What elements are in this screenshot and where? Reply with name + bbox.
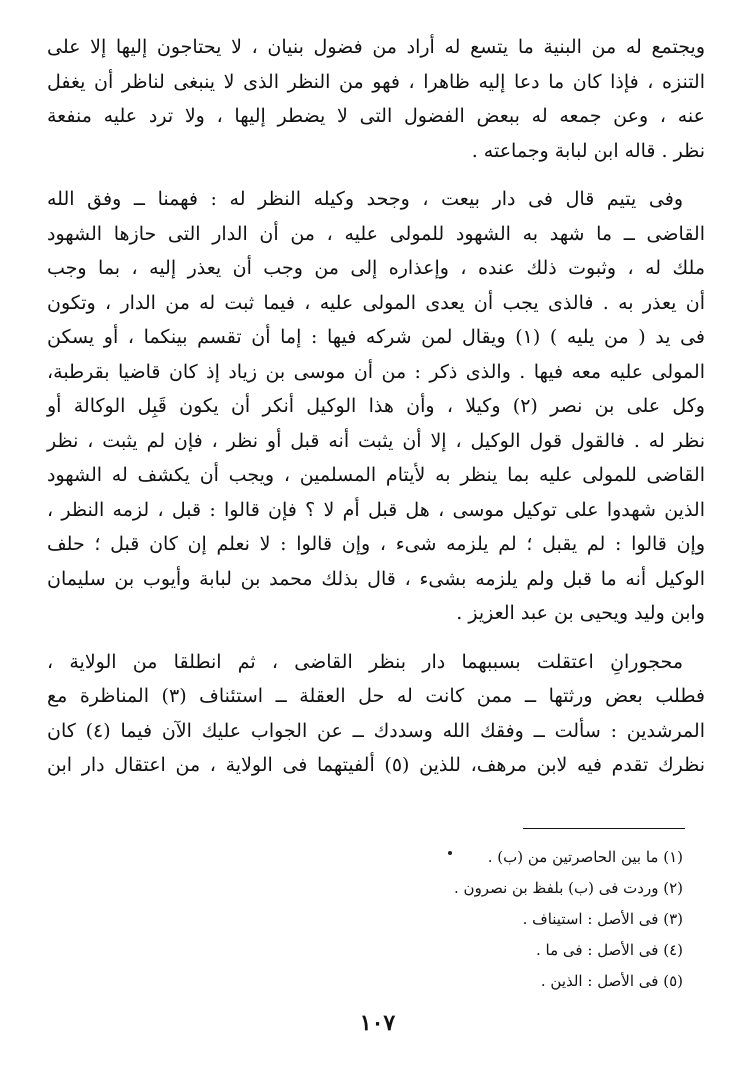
footnote-2: (٢) وردت فى (ب) بلفظ بن نصرون . — [454, 879, 683, 897]
text-line: نظر . قاله ابن لبابة وجماعته . — [471, 139, 705, 162]
footnote-separator — [523, 828, 685, 829]
text-line: أن يعذر به . فالذى يجب أن يعدى المولى عليه ، فيما ثبت له من الدار ، وتكون — [47, 291, 705, 314]
page-number: ١٠٧ — [359, 1010, 396, 1036]
text-line: ويجتمع له من البنية ما يتسع له أراد من فضول بنيان ، لا يحتاجون إليها إلا على — [47, 36, 705, 58]
text-line: عنه ، وعن جمعه له ببعض الفضول التى لا يضطر إليها ، ولا ترد عليه منفعة — [47, 105, 705, 127]
text-line: وكل على بن نصر (٢) وكيلا ، وأن هذا الوكيل أنكر أن يكون قَبِل الوكالة أو — [47, 395, 705, 417]
paragraph-2 — [47, 182, 705, 631]
text-line: نظر له . فالقول قول الوكيل ، إلا أن يثبت أنه قبل أو نظر ، فإن لم يثبت ، نظر — [47, 429, 705, 452]
paragraph-1 — [47, 30, 705, 168]
text-line: ملك له ، وثبوت ذلك عنده ، وإعذاره إلى من وجب أن يعذر إليه ، بما وجب — [47, 257, 705, 279]
text-line: وإن قالوا : لم يقبل ؛ لم يلزمه شىء ، وإن قالوا : لا نعلم إن كان قبل ؛ حلف — [47, 533, 705, 555]
footnote-1: (١) ما بين الحاصرتين من (ب) . — [487, 848, 683, 866]
text-line: الذين شهدوا على توكيل موسى ، هل قبل أم لا ؟ فإن قالوا : قبل ، لزمه النظر ، — [47, 498, 705, 521]
text-line: وابن وليد ويحيى بن عبد العزيز . — [456, 602, 705, 624]
footnote-4: (٤) فى الأصل : فى ما . — [536, 941, 683, 959]
scan-speck — [448, 851, 452, 855]
text-line: التنزه ، فإذا كان ما دعا إليه ظاهرا ، فهو من النظر الذى لا ينبغى لناظر أن يغفل — [47, 70, 705, 93]
text-line: الوكيل أنه ما قبل ولم يلزمه بشىء ، قال بذلك محمد بن لبابة وأيوب بن سليمان — [47, 567, 705, 590]
text-line: فطلب بعض ورثتها ــ ممن كانت له حل العقلة ــ استئناف (٣) المناظرة مع — [47, 685, 705, 707]
text-line: نظرك تقدم فيه لابن مرهف، للذين (٥) ألفيتهما فى الولاية ، من اعتقال دار ابن — [47, 754, 705, 776]
text-line: المرشدين : سألت ــ وفقك الله وسددك ــ عن الجواب عليك الآن فيما (٤) كان — [47, 719, 705, 742]
text-line: فى يد ( من يليه ) (١) ويقال لمن شركه فيها : إما أن تقسم بينكما ، أو يسكن — [47, 326, 706, 348]
text-line: محجورانِ اعتقلت بسببهما دار بنظر القاضى ، ثم انطلقا من الولاية ، — [47, 650, 683, 673]
footnote-3: (٣) فى الأصل : استيناف . — [522, 910, 683, 928]
main-text — [47, 30, 705, 797]
text-line: القاضى ــ ما شهد به الشهود للمولى عليه ، من أن الدار التى حازها الشهود — [47, 222, 705, 245]
footnotes — [263, 842, 683, 997]
text-line: المولى عليه معه فيها . والذى ذكر : من أن موسى بن زياد إذ كان قاضيا بقرطبة، — [47, 360, 705, 383]
text-line: القاضى للمولى عليه بما ينظر به لأيتام المسلمين ، ويجب أن يكشف له الشهود — [47, 464, 705, 486]
text-line: وفى يتيم قال فى دار بيعت ، وجحد وكيله النظر له : فهمنا ــ وفق الله — [47, 188, 683, 210]
paragraph-3 — [47, 645, 705, 783]
footnote-5: (٥) فى الأصل : الذين . — [540, 972, 683, 990]
